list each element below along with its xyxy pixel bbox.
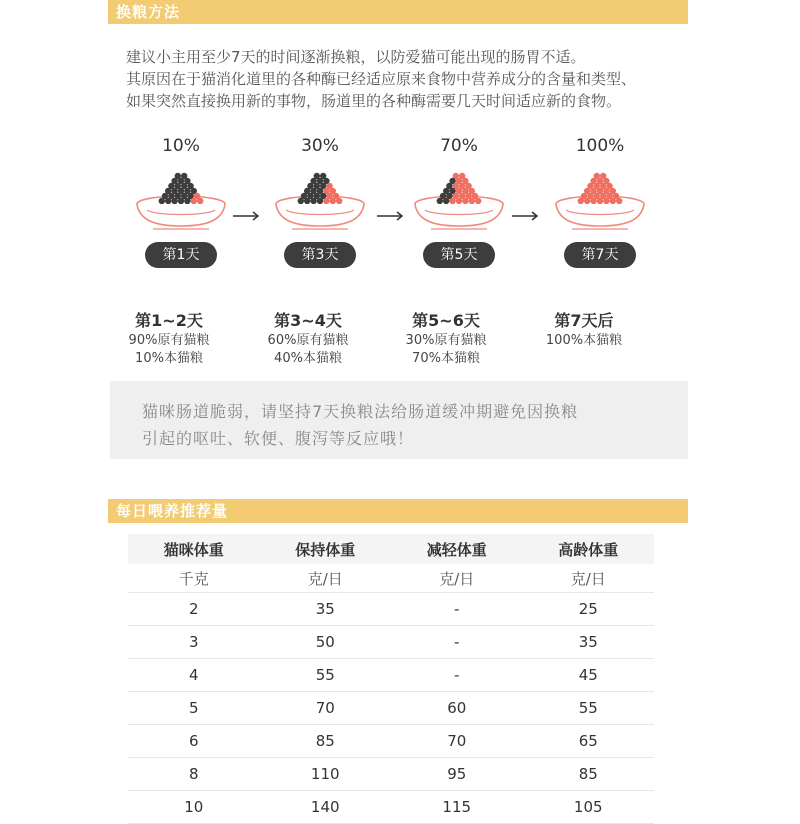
- plan-line: 90%原有猫粮: [128, 333, 210, 348]
- kibble-dot: [330, 198, 336, 204]
- tip-line: 引起的呕吐、软便、腹泻等反应哦！: [142, 429, 415, 448]
- kibble-dot: [462, 198, 468, 204]
- kibble-dot: [578, 198, 584, 204]
- kibble-dot: [178, 198, 184, 204]
- kibble-dot: [443, 198, 449, 204]
- kibble-dot: [456, 198, 462, 204]
- table-row: [128, 692, 654, 725]
- table-cell: -: [391, 659, 523, 692]
- table-row: [128, 659, 654, 692]
- table-cell: 60: [391, 692, 523, 725]
- arrow-right-icon: [233, 206, 261, 216]
- kibble-dot: [317, 198, 323, 204]
- plan-line: 60%原有猫粮: [267, 333, 349, 348]
- stage-percent: 30%: [301, 136, 339, 156]
- table-cell: 2: [128, 593, 260, 626]
- unit-cell: 克/日: [260, 564, 392, 593]
- section-header-daily-feeding: [108, 499, 688, 523]
- intro-line: 如果突然直接换用新的事物，肠道里的各种酶需要几天时间适应新的食物。: [126, 92, 622, 110]
- kibble-dot: [191, 198, 197, 204]
- kibble-dot: [616, 198, 622, 204]
- kibble-dot: [304, 198, 310, 204]
- table-cell: 115: [391, 791, 523, 824]
- section-title: 每日喂养推荐量: [116, 502, 229, 520]
- plan-day1-2: [104, 310, 234, 368]
- table-cell: 45: [523, 659, 655, 692]
- table-cell: 8: [128, 758, 260, 791]
- table-cell: -: [391, 626, 523, 659]
- plan-line: 30%原有猫粮: [405, 333, 487, 348]
- kibble-dot: [584, 198, 590, 204]
- table-cell: 70: [260, 692, 392, 725]
- table-cell: 85: [260, 725, 392, 758]
- tip-line: 猫咪肠道脆弱，请坚持7天换粮法给肠道缓冲期避免因换粮: [142, 402, 579, 421]
- header-cat-weight: 猫咪体重: [128, 534, 260, 564]
- plan-title: 第5~6天: [412, 311, 480, 330]
- table-cell: 6: [128, 725, 260, 758]
- section-title: 换粮方法: [116, 3, 181, 21]
- table-cell: 55: [260, 659, 392, 692]
- kibble-dot: [610, 198, 616, 204]
- table-cell: 10: [128, 791, 260, 824]
- kibble-dot: [590, 198, 596, 204]
- stage-percent: 10%: [162, 136, 200, 156]
- unit-cell: 千克: [128, 564, 260, 593]
- plan-day3-4: [243, 310, 373, 368]
- table-cell: 70: [391, 725, 523, 758]
- plan-title: 第7天后: [554, 311, 614, 330]
- intro-line: 其原因在于猫消化道里的各种酶已经适应原来食物中营养成分的含量和类型、: [126, 70, 637, 88]
- kibble-dot: [437, 198, 443, 204]
- header-maintain-weight: 保持体重: [260, 534, 392, 564]
- table-cell: 35: [260, 593, 392, 626]
- unit-cell: 克/日: [523, 564, 655, 593]
- arrow-right-icon: [512, 206, 540, 216]
- table-header-row: [128, 534, 654, 564]
- table-cell: 3: [128, 626, 260, 659]
- kibble-dot: [310, 198, 316, 204]
- plan-day5-6: [381, 310, 511, 368]
- table-cell: 110: [260, 758, 392, 791]
- kibble-dot: [197, 198, 203, 204]
- kibble-dot: [298, 198, 304, 204]
- header-senior-weight: 高龄体重: [523, 534, 655, 564]
- plan-line: 70%本猫粮: [412, 351, 480, 366]
- plan-line: 10%本猫粮: [135, 351, 203, 366]
- food-bowl-icon: [270, 166, 370, 236]
- section-header-feeding-method: [108, 0, 688, 24]
- table-cell: 85: [523, 758, 655, 791]
- intro-line: 建议小主用至少7天的时间逐渐换粮，以防爱猫可能出现的肠胃不适。: [126, 48, 586, 66]
- table-row: [128, 593, 654, 626]
- plan-line: 40%本猫粮: [274, 351, 342, 366]
- plan-title: 第1~2天: [135, 311, 203, 330]
- arrow-right-icon: [377, 206, 405, 216]
- header-lose-weight: 减轻体重: [391, 534, 523, 564]
- kibble-dot: [159, 198, 165, 204]
- tip-box: [110, 381, 688, 459]
- table-cell: 65: [523, 725, 655, 758]
- table-cell: 55: [523, 692, 655, 725]
- food-bowl-icon: [409, 166, 509, 236]
- stage-percent: 70%: [440, 136, 478, 156]
- table-cell: 95: [391, 758, 523, 791]
- food-bowl-icon: [131, 166, 231, 236]
- table-cell: 105: [523, 791, 655, 824]
- table-row: [128, 791, 654, 824]
- stage-percent: 100%: [575, 136, 625, 156]
- kibble-dot: [171, 198, 177, 204]
- kibble-dot: [469, 198, 475, 204]
- kibble-dot: [323, 198, 329, 204]
- kibble-dot: [336, 198, 342, 204]
- day-badge: 第5天: [423, 242, 495, 268]
- day-badge: 第3天: [284, 242, 356, 268]
- table-cell: 35: [523, 626, 655, 659]
- table-row: [128, 758, 654, 791]
- table-cell: -: [391, 593, 523, 626]
- feeding-table: [128, 534, 654, 824]
- table-cell: 25: [523, 593, 655, 626]
- table-row: [128, 626, 654, 659]
- plan-line: 100%本猫粮: [545, 333, 623, 348]
- kibble-dot: [475, 198, 481, 204]
- kibble-dot: [597, 198, 603, 204]
- plan-title: 第3~4天: [274, 311, 342, 330]
- table-cell: 140: [260, 791, 392, 824]
- table-unit-row: [128, 564, 654, 593]
- kibble-dot: [165, 198, 171, 204]
- plan-day7-after: [519, 310, 649, 350]
- unit-cell: 克/日: [391, 564, 523, 593]
- day-badge: 第1天: [145, 242, 217, 268]
- food-bowl-icon: [550, 166, 650, 236]
- day-badge: 第7天: [564, 242, 636, 268]
- kibble-dot: [603, 198, 609, 204]
- table-row: [128, 725, 654, 758]
- intro-paragraph: [126, 46, 696, 112]
- table-cell: 50: [260, 626, 392, 659]
- table-cell: 5: [128, 692, 260, 725]
- kibble-dot: [184, 198, 190, 204]
- kibble-dot: [449, 198, 455, 204]
- table-cell: 4: [128, 659, 260, 692]
